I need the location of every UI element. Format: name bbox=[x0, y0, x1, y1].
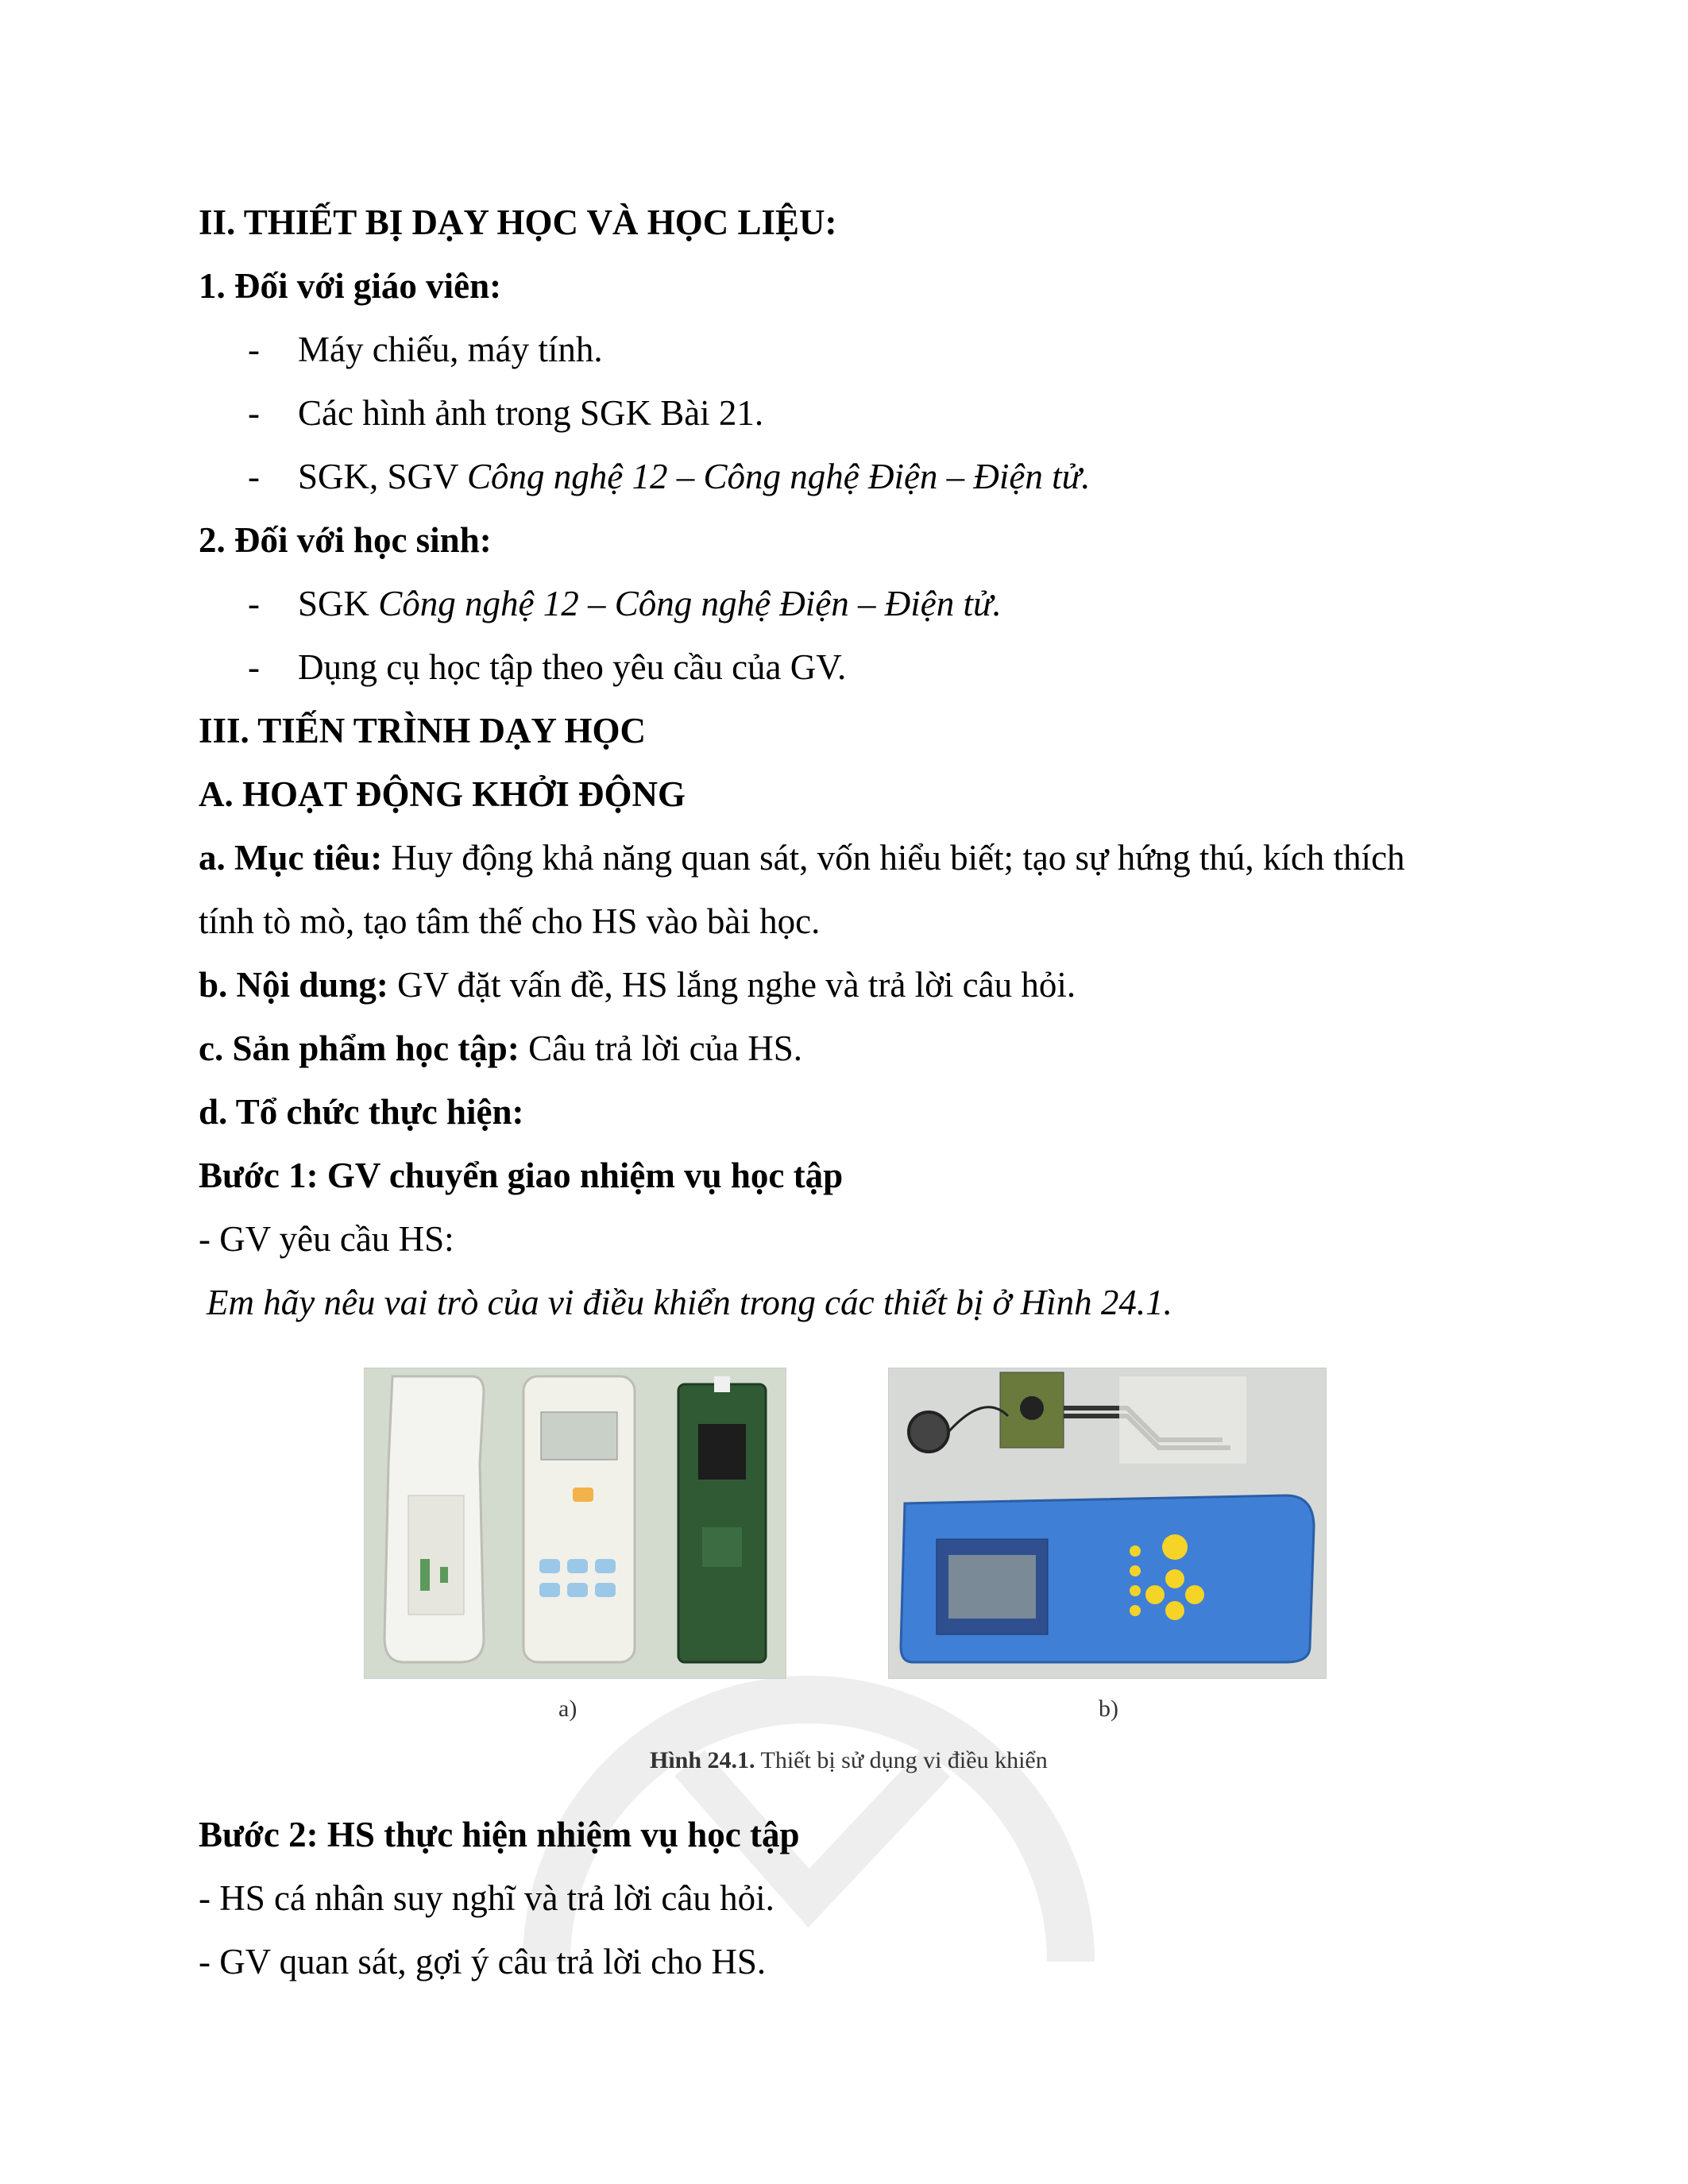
book-title: Công nghệ 12 – Công nghệ Điện – Điện tử. bbox=[466, 457, 1091, 496]
product-paragraph bbox=[199, 1024, 802, 1072]
figure-label-a: a) bbox=[558, 1696, 577, 1722]
activity-heading: A. HOẠT ĐỘNG KHỞI ĐỘNG bbox=[199, 774, 686, 814]
caption-label: Hình 24.1. bbox=[650, 1747, 755, 1773]
goal-text: Huy động khả năng quan sát, vốn hiểu biết; tạo sự hứng thú, kích thích bbox=[382, 838, 1405, 878]
step-1-heading: Bước 1: GV chuyển giao nhiệm vụ học tập bbox=[199, 1156, 844, 1195]
student-heading: 2. Đối với học sinh: bbox=[199, 520, 492, 560]
goal-label: a. Mục tiêu: bbox=[199, 838, 383, 878]
goal-paragraph-continued: tính tò mò, tạo tâm thế cho HS vào bài học. bbox=[199, 901, 821, 941]
caption-text: Thiết bị sử dụng vi điều khiển bbox=[755, 1747, 1048, 1773]
teacher-heading: 1. Đối với giáo viên: bbox=[199, 266, 502, 306]
step-2-line-2: - GV quan sát, gợi ý câu trả lời cho HS. bbox=[199, 1942, 767, 1981]
section-3-heading: III. TIẾN TRÌNH DẠY HỌC bbox=[199, 711, 647, 751]
step-2-line-1: - HS cá nhân suy nghĩ và trả lời câu hỏi. bbox=[199, 1878, 774, 1918]
content-paragraph bbox=[199, 961, 1076, 1009]
step-1-line: - GV yêu cầu HS: bbox=[199, 1219, 454, 1259]
content-label: b. Nội dung: bbox=[199, 965, 388, 1005]
remote-controls-illustration bbox=[365, 1368, 786, 1678]
bullet-dash: - bbox=[248, 647, 260, 687]
product-label: c. Sản phẩm học tập: bbox=[199, 1028, 520, 1068]
list-item-text: Các hình ảnh trong SGK Bài 21. bbox=[298, 393, 764, 433]
content-text: GV đặt vấn đề, HS lắng nghe và trả lời câu hỏi. bbox=[388, 965, 1076, 1005]
goal-paragraph bbox=[199, 834, 1405, 882]
list-item-text: Dụng cụ học tập theo yêu cầu của GV. bbox=[298, 647, 847, 687]
list-item-text: SGK bbox=[298, 584, 379, 623]
step-2-heading: Bước 2: HS thực hiện nhiệm vụ học tập bbox=[199, 1815, 800, 1854]
bullet-dash: - bbox=[248, 457, 260, 496]
list-item-text: SGK, SGV bbox=[298, 457, 467, 496]
photo-remote-controls bbox=[364, 1368, 786, 1679]
product-text: Câu trả lời của HS. bbox=[519, 1028, 803, 1068]
figure-label-b: b) bbox=[1099, 1696, 1118, 1722]
figure-caption bbox=[650, 1747, 1048, 1774]
section-2-heading: II. THIẾT BỊ DẠY HỌC VÀ HỌC LIỆU: bbox=[199, 203, 837, 242]
list-item-text: Máy chiếu, máy tính. bbox=[298, 330, 603, 369]
bullet-dash: - bbox=[248, 330, 260, 369]
figure-24-1 bbox=[364, 1358, 1341, 1783]
photo-handheld-game bbox=[888, 1368, 1327, 1679]
book-title: Công nghệ 12 – Công nghệ Điện – Điện tử. bbox=[378, 584, 1002, 623]
handheld-game-illustration bbox=[889, 1368, 1326, 1678]
question-text: Em hãy nêu vai trò của vi điều khiển trong các thiết bị ở Hình 24.1. bbox=[207, 1283, 1172, 1322]
bullet-dash: - bbox=[248, 584, 260, 623]
bullet-dash: - bbox=[248, 393, 260, 433]
organization-heading: d. Tổ chức thực hiện: bbox=[199, 1092, 524, 1132]
